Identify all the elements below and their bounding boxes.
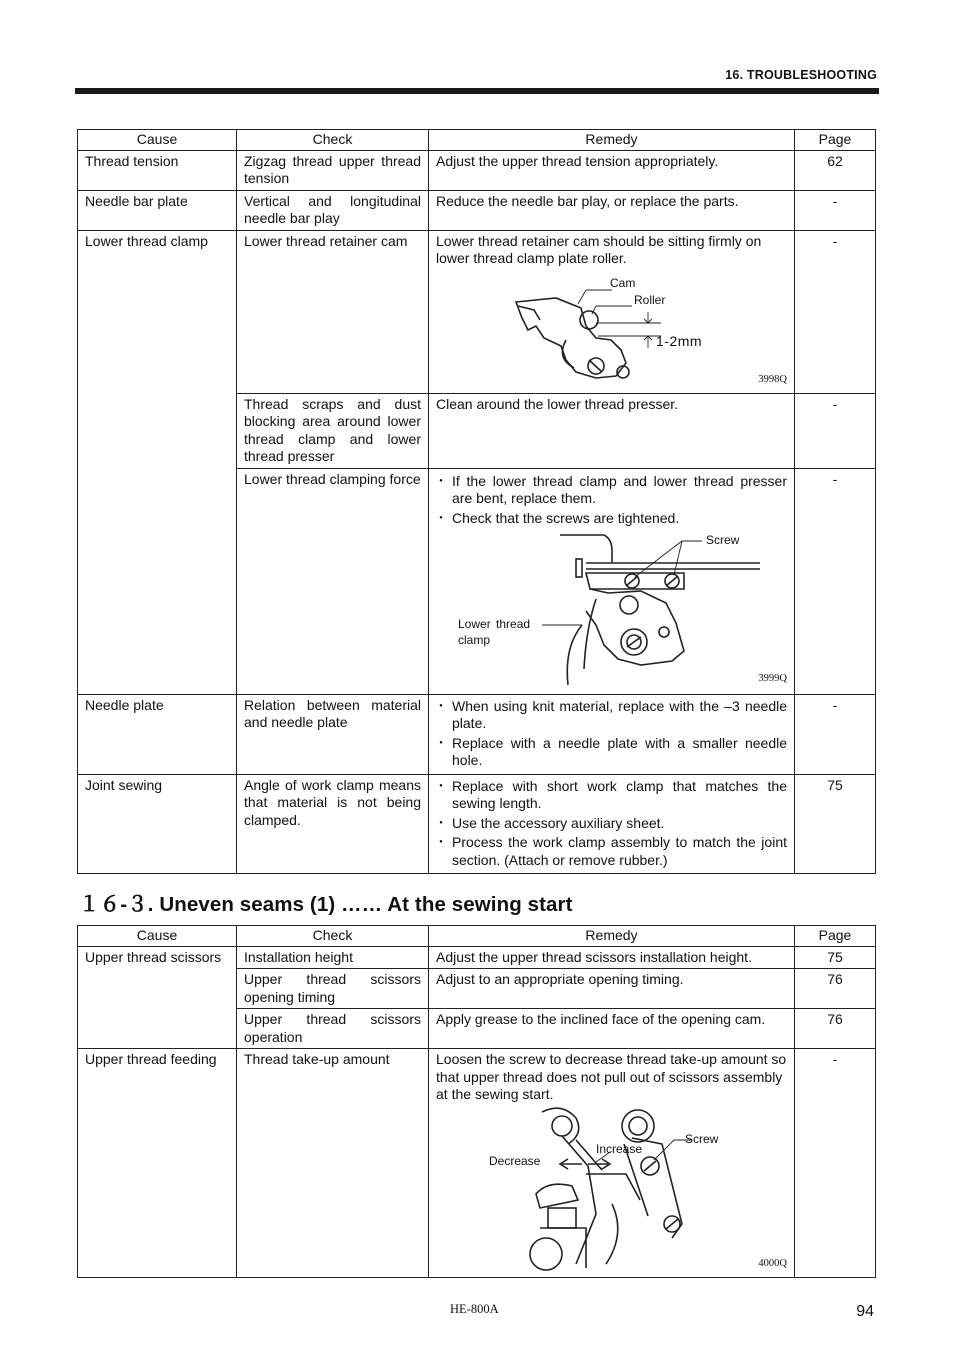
list-item: ・ Check that the screws are tightened. [436,510,787,528]
troubleshooting-table-2 [77,925,876,1278]
col-page: Page [795,926,876,947]
cam-label: Cam [610,275,636,290]
figure-code: 3999Q [758,673,787,684]
remedy-list [436,698,787,770]
increase-label: Increase [596,1141,643,1156]
page-cell: - [795,190,876,230]
list-item: ・ Replace with a needle plate with a smaller needle hole. [436,735,787,770]
lower-thread-clamp-label-2: clamp [458,633,491,647]
page-cell: 76 [795,969,876,1009]
check-cell: Relation between material and needle plate [237,694,429,774]
col-remedy: Remedy [429,130,795,151]
page-cell: - [795,468,876,694]
col-cause: Cause [78,130,237,151]
lower-thread-clamp-diagram [436,529,788,687]
decrease-label: Decrease [489,1153,541,1168]
remedy-cell: Adjust to an appropriate opening timing. [429,969,795,1009]
col-page: Page [795,130,876,151]
page-cell: - [795,393,876,468]
table-row [78,946,876,969]
col-remedy: Remedy [429,926,795,947]
remedy-text: Lower thread retainer cam should be sitting firmly on lower thread clamp plate roller. [436,232,762,266]
check-cell: Thread take-up amount [237,1049,429,1278]
table-row [78,230,876,393]
remedy-cell: Clean around the lower thread presser. [429,393,795,468]
check-cell: Upper thread scissors opening timing [237,969,429,1009]
cause-cell: Needle bar plate [78,190,237,230]
remedy-cell [429,230,795,393]
check-cell: Installation height [237,946,429,969]
cause-cell: Upper thread feeding [78,1049,237,1278]
cause-cell: Thread tension [78,150,237,190]
remedy-cell: Reduce the needle bar play, or replace the parts. [429,190,795,230]
clearance-label: 1-2mm [656,332,703,349]
check-cell: Upper thread scissors operation [237,1009,429,1049]
check-cell: Zigzag thread upper thread tension [237,150,429,190]
check-cell: Vertical and longitudinal needle bar play [237,190,429,230]
figure-code: 4000Q [758,1257,787,1269]
running-header: 16. TROUBLESHOOTING [725,68,877,82]
list-item: ・ Replace with short work clamp that matches the sewing length. [436,778,787,813]
cause-cell: Upper thread scissors [78,946,237,1049]
check-cell: Lower thread retainer cam [237,230,429,393]
remedy-cell: Adjust the upper thread scissors installation height. [429,946,795,969]
table-header-row [78,926,876,947]
troubleshooting-table-1 [77,129,876,874]
check-cell: Lower thread clamping force [237,468,429,694]
section-title: １６-３. Uneven seams (1) …… At the sewing start [79,893,573,916]
roller-label: Roller [634,292,666,307]
cause-cell: Joint sewing [78,774,237,874]
cam-roller-figure [436,268,787,388]
col-check: Check [237,130,429,151]
table-header-row [78,130,876,151]
screw-label: Screw [706,533,740,547]
remedy-cell [429,694,795,774]
remedy-list [436,473,787,528]
footer-model: HE-800A [450,1302,499,1316]
page-cell: 75 [795,774,876,874]
cause-cell: Needle plate [78,694,237,774]
remedy-cell [429,1049,795,1278]
list-item: ・ When using knit material, replace with the –3 needle plate. [436,698,787,733]
page-number: 94 [856,1303,874,1320]
lower-thread-clamp-figure [436,529,787,687]
check-cell: Thread scraps and dust blocking area around lower thread clamp and lower thread presser [237,393,429,468]
list-item: ・ Use the accessory auxiliary sheet. [436,815,787,833]
list-item: ・ If the lower thread clamp and lower thread presser are bent, replace them. [436,473,787,508]
table-row [78,694,876,774]
thread-take-up-diagram [436,1104,788,1272]
figure-code: 3998Q [758,373,787,385]
remedy-cell: Adjust the upper thread tension appropriately. [429,150,795,190]
page-cell: 62 [795,150,876,190]
table-row [78,774,876,874]
cause-cell: Lower thread clamp [78,230,237,694]
page-cell: - [795,1049,876,1278]
remedy-cell [429,774,795,874]
remedy-cell: Apply grease to the inclined face of the opening cam. [429,1009,795,1049]
check-cell: Angle of work clamp means that material is not being clamped. [237,774,429,874]
table-row [78,150,876,190]
header-rule [75,88,879,94]
col-cause: Cause [78,926,237,947]
remedy-list [436,778,787,870]
screw-label: Screw [685,1131,719,1146]
page-cell: - [795,694,876,774]
remedy-cell [429,468,795,694]
page-cell: - [795,230,876,393]
thread-take-up-figure [436,1104,787,1272]
table-row [78,1049,876,1278]
page-cell: 75 [795,946,876,969]
col-check: Check [237,926,429,947]
lower-thread-clamp-label: Lower thread [458,617,531,631]
remedy-text: Loosen the screw to decrease thread take-up amount so that upper thread does not pull out of scissors assembly at the sewing start. [436,1051,787,1102]
table-row [78,190,876,230]
page-cell: 76 [795,1009,876,1049]
list-item: ・ Process the work clamp assembly to match the joint section. (Attach or remove rubber.) [436,834,787,869]
